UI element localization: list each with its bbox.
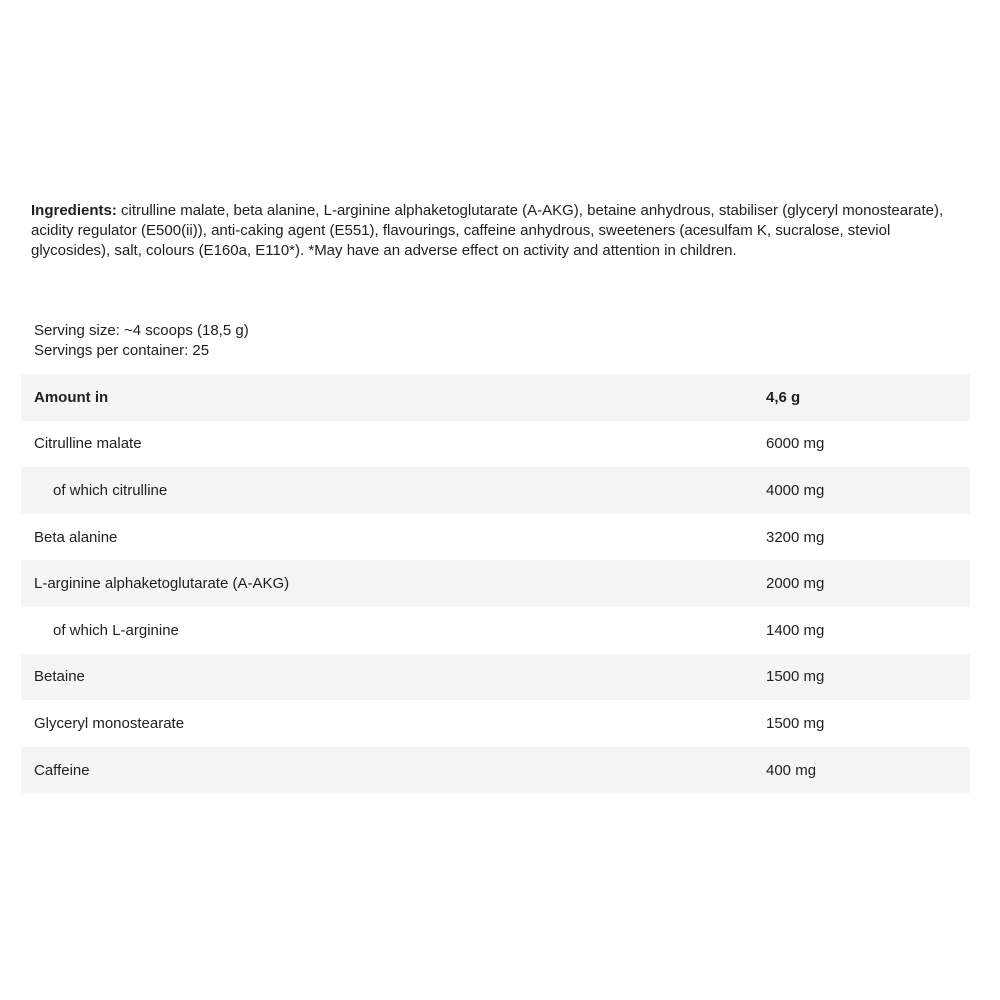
table-row	[21, 421, 970, 468]
row-amount-cell: 1500 mg	[766, 668, 825, 686]
header-name-cell: Amount in	[34, 388, 109, 406]
ingredients-label: Ingredients:	[31, 202, 117, 219]
row-amount-cell: 1400 mg	[766, 621, 825, 639]
row-name-cell: Citrulline malate	[34, 435, 142, 453]
table-row	[21, 747, 970, 794]
table-row	[21, 560, 970, 607]
row-name-cell: Caffeine	[34, 761, 90, 779]
nutrition-table	[21, 374, 970, 793]
table-row	[21, 467, 970, 514]
serving-size: Serving size: ~4 scoops (18,5 g)	[34, 322, 249, 339]
row-name-cell: Glyceryl monostearate	[34, 714, 185, 732]
table-row	[21, 607, 970, 654]
row-name-cell: Betaine	[34, 668, 85, 686]
row-name-cell: of which L-arginine	[53, 621, 179, 639]
header-amount-cell: 4,6 g	[766, 388, 801, 406]
table-row	[21, 654, 970, 701]
row-amount-cell: 400 mg	[766, 761, 817, 779]
table-row	[21, 700, 970, 747]
row-amount-cell: 1500 mg	[766, 714, 825, 732]
ingredients-paragraph	[31, 201, 971, 261]
row-amount-cell: 4000 mg	[766, 481, 825, 499]
row-amount-cell: 3200 mg	[766, 528, 825, 546]
serving-info	[34, 321, 249, 361]
ingredients-text: citrulline malate, beta alanine, L-arginine alphaketoglutarate (A-AKG), betaine anhydrous, stabiliser (glyceryl monostearate), acidity regulator (E500(ii)), anti-caking agent (E551), flavourings, caffeine anhydrous, sweeteners (acesulfam K, sucralose, steviol glycosides), salt, colours (E160a, E110*). *May have an adverse effect on activity and attention in children.	[31, 202, 944, 259]
row-name-cell: L-arginine alphaketoglutarate (A-AKG)	[34, 575, 290, 593]
row-name-cell: Beta alanine	[34, 528, 118, 546]
table-row	[21, 514, 970, 561]
servings-per-container: Servings per container: 25	[34, 342, 210, 359]
row-name-cell: of which citrulline	[53, 481, 168, 499]
row-amount-cell: 2000 mg	[766, 575, 825, 593]
table-header-row	[21, 374, 970, 421]
row-amount-cell: 6000 mg	[766, 435, 825, 453]
